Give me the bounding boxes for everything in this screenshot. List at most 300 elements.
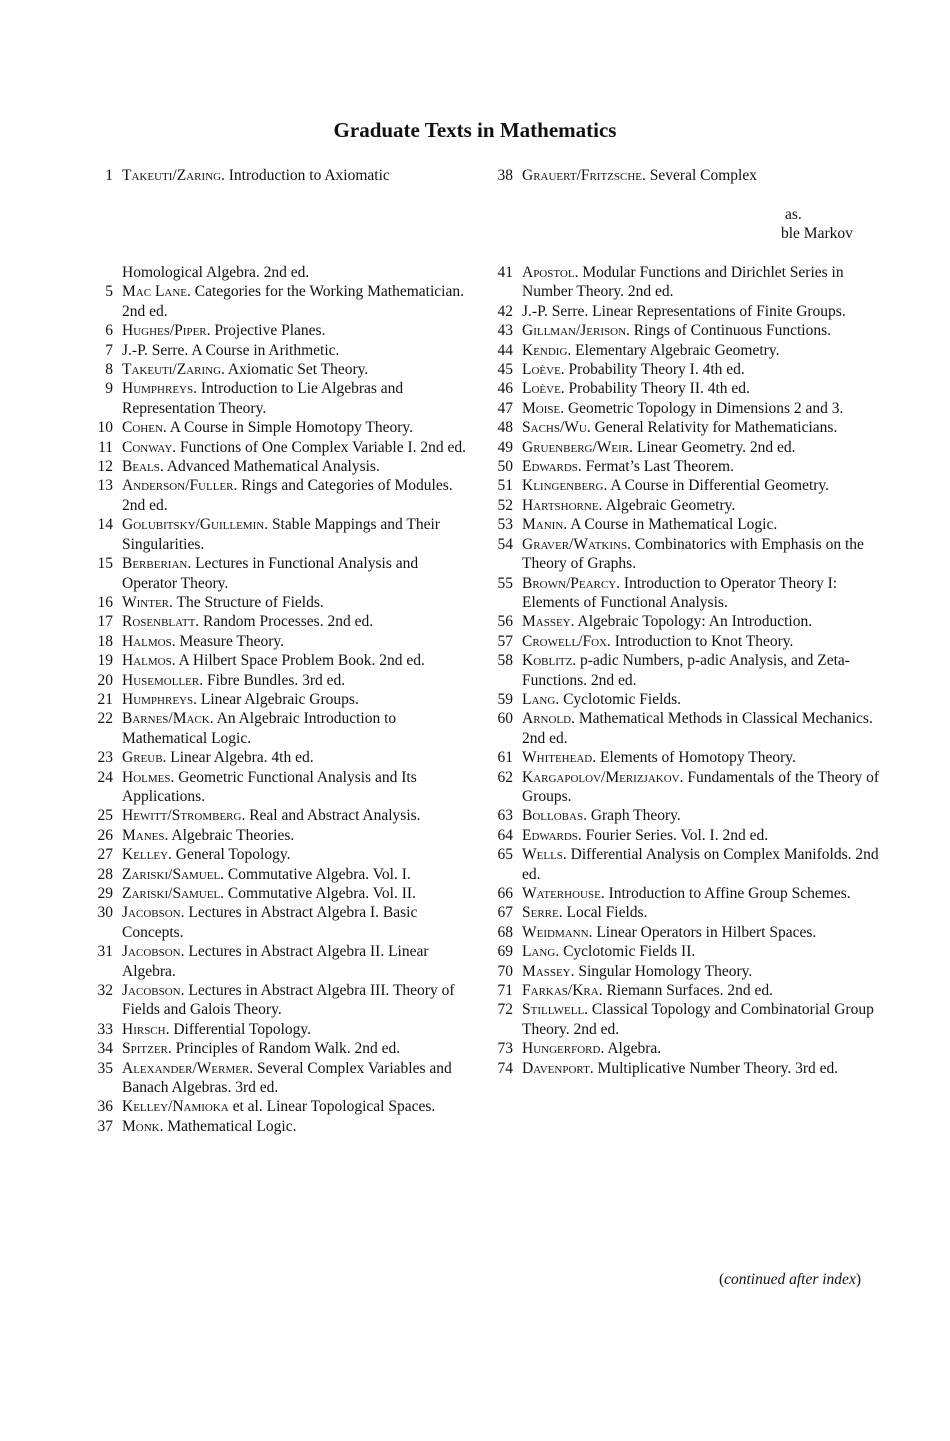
entry-separator: . (558, 904, 567, 922)
book-entry (90, 321, 475, 340)
entry-number: 18 (97, 632, 113, 650)
entry-number: 49 (497, 438, 513, 456)
entry-text (122, 457, 475, 476)
entry-number: 7 (105, 341, 113, 359)
book-entry (490, 806, 880, 825)
entry-number: 61 (497, 749, 513, 767)
entry-text (122, 341, 475, 360)
entry-number: 62 (497, 768, 513, 786)
entry-number: 10 (97, 419, 113, 437)
entry-title: Mathematical Logic. (167, 1117, 297, 1135)
entry-author: Jacobson (122, 943, 181, 961)
book-entry (490, 418, 880, 437)
book-entry (490, 632, 880, 651)
book-entry (90, 748, 475, 767)
left-column (90, 263, 475, 1136)
entry-number: 57 (497, 632, 513, 650)
entry-text (122, 554, 475, 593)
entry-number: 21 (97, 690, 113, 708)
entry-number: 33 (97, 1020, 113, 1038)
entry-title: J.-P. Serre. A Course in Arithmetic. (122, 341, 340, 359)
entry-number: 60 (497, 710, 513, 728)
entry-text (122, 826, 475, 845)
entry-title: Commutative Algebra. Vol. II. (227, 885, 416, 902)
entry-text (122, 690, 475, 709)
entry-number: 44 (497, 341, 513, 359)
book-entry (90, 865, 475, 884)
entry-title: Differential Analysis on Complex Manifolds. 2nd ed. (522, 846, 879, 883)
entry-text (522, 826, 880, 845)
entry-text (122, 438, 475, 457)
entry-title: Cyclotomic Fields II. (563, 943, 696, 961)
entry-title: Homological Algebra. 2nd ed. (122, 264, 310, 281)
entry-number: 72 (497, 1001, 513, 1019)
footer-paren-close: ) (855, 1271, 861, 1288)
entry-number: 69 (497, 943, 513, 961)
book-entry (90, 942, 475, 981)
entry-number: 70 (497, 962, 513, 980)
page-title: Graduate Texts in Mathematics (333, 118, 617, 142)
book-entry (90, 593, 475, 612)
entry-author: Hirsch (122, 1020, 166, 1038)
entry-separator: . (603, 477, 611, 495)
entry-separator: . (560, 399, 568, 417)
entry-number: 74 (497, 1059, 513, 1077)
entry-separator: . (606, 632, 615, 650)
entry-separator: . (584, 1001, 592, 1019)
entry-separator: . (169, 593, 177, 611)
entry-title: Measure Theory. (179, 632, 285, 650)
book-entry (490, 515, 880, 534)
entry-author: Manes (122, 826, 165, 844)
entry-author: Kendig (522, 341, 568, 359)
entry-number: 9 (105, 380, 113, 398)
entry-number: 37 (97, 1117, 113, 1135)
book-entry (490, 845, 880, 884)
entry-title: Differential Topology. (173, 1020, 312, 1038)
entry-separator: . (598, 496, 606, 514)
entry-text (522, 632, 880, 651)
book-entry (90, 690, 475, 709)
entry-separator: . (249, 1059, 258, 1077)
entry-text (122, 166, 475, 185)
entry-text (122, 1039, 475, 1058)
entry-separator: . (570, 613, 578, 631)
entry-title: Graph Theory. (590, 807, 681, 825)
entry-title: Categories for the Working Mathematician. 2nd ed. (122, 283, 464, 320)
entry-author: Massey (522, 613, 571, 631)
entry-title: General Topology. (175, 846, 291, 864)
entry-number: 53 (497, 516, 513, 534)
entry-author: Manin (522, 516, 564, 534)
entry-separator: . (598, 982, 607, 1000)
entry-title: A Course in Simple Homotopy Theory. (169, 419, 414, 437)
book-entry (90, 554, 475, 593)
entry-number: 52 (497, 496, 513, 514)
book-entry (490, 1059, 880, 1078)
entry-separator: . (586, 419, 595, 437)
entry-text (122, 806, 475, 825)
book-entry (490, 438, 880, 457)
entry-text (522, 845, 880, 884)
entry-author: Winter (122, 593, 170, 611)
entry-title: Elements of Homotopy Theory. (599, 749, 796, 767)
entry-author: Graver/Watkins (522, 535, 628, 553)
entry-text (522, 1000, 880, 1039)
entry-text (122, 981, 475, 1020)
entry-number: 26 (97, 826, 113, 844)
entry-separator: . (233, 477, 242, 495)
entry-number: 41 (497, 264, 513, 281)
entry-author: Serre (522, 904, 559, 922)
entry-separator: . (167, 1040, 176, 1058)
book-entry (90, 166, 475, 185)
entry-text (522, 651, 880, 690)
entry-text (122, 418, 475, 437)
entry-number: 46 (497, 380, 513, 398)
entry-separator: . (209, 710, 217, 728)
entry-author: Brown/Pearcy (522, 574, 617, 592)
entry-author: Koblitz (522, 652, 573, 670)
entry-text (122, 515, 475, 554)
entry-title: A Hilbert Space Problem Book. 2nd ed. (178, 652, 425, 670)
entry-title: Local Fields. (566, 904, 648, 922)
entry-text (522, 496, 880, 515)
entry-separator: . (555, 943, 564, 961)
entry-title: Projective Planes. (214, 322, 326, 340)
entry-author: Mac Lane (122, 283, 188, 301)
entry-author: Holmes (122, 768, 171, 786)
entry-text (522, 515, 880, 534)
entry-title: Classical Topology and Combinatorial Group Theory. 2nd ed. (522, 1001, 874, 1038)
entry-author: Halmos (122, 632, 172, 650)
book-entry (490, 903, 880, 922)
entry-title: An Algebraic Introduction to Mathematical Logic. (122, 710, 397, 747)
entry-number: 32 (97, 982, 113, 1000)
entry-text (122, 360, 475, 379)
entry-separator: . (220, 865, 228, 883)
entry-text (522, 476, 880, 495)
entry-separator: . (220, 885, 228, 902)
entry-separator: . (571, 710, 579, 728)
text-fragment: as. (785, 206, 802, 223)
entry-title: p-adic Numbers, p-adic Analysis, and Zeta-Functions. 2nd ed. (522, 652, 850, 689)
entry-number: 24 (97, 768, 113, 786)
entry-text (522, 709, 880, 748)
text-fragment: ble Markov (781, 225, 853, 242)
entry-separator: . (642, 167, 650, 184)
entry-number: 29 (97, 885, 113, 902)
entry-author: Gruenberg/Weir (522, 438, 630, 456)
entry-text (522, 360, 880, 379)
entry-text (122, 632, 475, 651)
entry-separator: . (629, 438, 637, 456)
entry-text (522, 923, 880, 942)
entry-separator: . (600, 1040, 608, 1058)
entry-title: Random Processes. 2nd ed. (203, 613, 374, 631)
book-entry (90, 806, 475, 825)
book-entry (90, 768, 475, 807)
entry-text (122, 671, 475, 690)
book-entry (490, 826, 880, 845)
entry-title: Lectures in Abstract Algebra III. Theory of Fields and Galois Theory. (122, 982, 455, 1019)
book-entry (90, 438, 475, 457)
entry-text (522, 379, 880, 398)
book-entry (490, 321, 880, 340)
entry-number: 38 (497, 167, 513, 184)
entry-author: Beals (122, 458, 160, 476)
entry-text (122, 884, 475, 903)
entry-title: J.-P. Serre. Linear Representations of Finite Groups. (522, 302, 846, 320)
entry-text (122, 1117, 475, 1136)
entry-number: 12 (97, 458, 113, 476)
entry-author: Gillman/Jerison (522, 322, 627, 340)
entry-author: Waterhouse (522, 885, 601, 902)
book-entry (490, 981, 880, 1000)
entry-number: 27 (97, 846, 113, 864)
entry-separator: . (221, 167, 229, 184)
entry-number: 42 (497, 302, 513, 320)
book-entry (490, 962, 880, 981)
entry-title: Introduction to Axiomatic (228, 167, 390, 184)
entry-text (522, 321, 880, 340)
entry-separator: . (627, 535, 635, 553)
entry-text (522, 457, 880, 476)
entry-separator: . (555, 690, 564, 708)
entry-author: Lang (522, 690, 556, 708)
book-entry (90, 418, 475, 437)
entry-separator: . (199, 671, 207, 689)
entry-separator: . (600, 885, 609, 902)
entry-number: 17 (97, 613, 113, 631)
entry-author: Husemoller (122, 671, 200, 689)
entry-text (122, 593, 475, 612)
entry-separator: . (193, 380, 201, 398)
book-entry (490, 535, 880, 574)
entry-number: 23 (97, 749, 113, 767)
entry-separator: . (171, 652, 179, 670)
book-entry (490, 360, 880, 379)
entry-text (522, 535, 880, 574)
entry-text (122, 263, 475, 282)
book-entry (490, 651, 880, 690)
entry-text (522, 399, 880, 418)
entry-author: Alexander/Wermer (122, 1059, 250, 1077)
entry-text (522, 574, 880, 613)
footer-text: continued after index (724, 1271, 856, 1288)
entry-author: Jacobson (122, 982, 181, 1000)
entry-title: Modular Functions and Dirichlet Series in Number Theory. 2nd ed. (522, 264, 844, 301)
book-entry (90, 379, 475, 418)
entry-author: Edwards (522, 458, 578, 476)
entry-separator: . (168, 846, 176, 864)
entry-number: 19 (97, 652, 113, 670)
entry-text (122, 865, 475, 884)
entry-separator: . (171, 632, 180, 650)
entry-number: 63 (497, 807, 513, 825)
entry-number: 28 (97, 865, 113, 883)
entry-text (522, 748, 880, 767)
book-entry (90, 1097, 475, 1116)
entry-separator: . (172, 438, 181, 456)
entry-author: Halmos (122, 652, 172, 670)
book-entry (90, 709, 475, 748)
entry-author: Spitzer (122, 1040, 168, 1058)
entry-title: Fourier Series. Vol. I. 2nd ed. (585, 826, 769, 844)
entry-separator: . (187, 283, 195, 301)
entry-text (522, 263, 880, 302)
entry-title: Axiomatic Set Theory. (227, 361, 369, 379)
book-entry (490, 612, 880, 631)
entry-author: Massey (522, 962, 571, 980)
entry-title: The Structure of Fields. (176, 593, 324, 611)
book-entry (490, 574, 880, 613)
entry-number: 13 (97, 477, 113, 495)
entry-title: Lectures in Abstract Algebra I. Basic Concepts. (122, 904, 418, 941)
entry-separator: . (567, 341, 576, 359)
entry-separator: . (589, 1059, 598, 1077)
entry-number: 66 (497, 885, 513, 902)
entry-title: Introduction to Operator Theory I: Elements of Functional Analysis. (522, 574, 838, 611)
entry-number: 31 (97, 943, 113, 961)
entry-author: Conway (122, 438, 173, 456)
entry-author: Moise (522, 399, 561, 417)
entry-author: Zariski/Samuel (122, 885, 221, 902)
entry-text (122, 1020, 475, 1039)
entry-text (522, 690, 880, 709)
entry-title: Algebraic Theories. (171, 826, 295, 844)
entry-separator: . (159, 458, 167, 476)
entry-author: Crowell/Fox (522, 632, 607, 650)
entry-separator: . (206, 322, 215, 340)
entry-separator: . (570, 962, 579, 980)
entry-author: Berberian (122, 555, 188, 573)
entry-separator: . (162, 419, 170, 437)
entry-number: 67 (497, 904, 513, 922)
entry-text (522, 166, 880, 185)
entry-title: A Course in Differential Geometry. (610, 477, 830, 495)
entry-text (522, 962, 880, 981)
entry-text (122, 379, 475, 418)
book-entry (490, 690, 880, 709)
book-entry (490, 923, 880, 942)
book-entry (490, 302, 880, 321)
book-entry (490, 709, 880, 748)
entry-separator: . (193, 690, 201, 708)
entry-author: Hartshorne (522, 496, 599, 514)
entry-title: Elementary Algebraic Geometry. (575, 341, 780, 359)
book-entry (490, 457, 880, 476)
entry-author: Klingenberg (522, 477, 604, 495)
entry-title: et al. Linear Topological Spaces. (232, 1098, 436, 1116)
entry-number: 36 (97, 1098, 113, 1116)
entry-number: 59 (497, 690, 513, 708)
entry-title: Riemann Surfaces. 2nd ed. (606, 982, 774, 1000)
entry-separator: . (560, 380, 569, 398)
entry-separator: . (159, 1117, 168, 1135)
book-entry (490, 1039, 880, 1058)
entry-text (522, 884, 880, 903)
entry-author: Stillwell (522, 1001, 585, 1019)
book-entry (90, 515, 475, 554)
entry-title: Algebra. (607, 1040, 662, 1058)
entry-title: Functions of One Complex Variable I. 2nd ed. (180, 438, 467, 456)
entry-text (122, 651, 475, 670)
entry-separator: . (180, 982, 189, 1000)
entry-title: Probability Theory I. 4th ed. (568, 361, 745, 379)
entry-number: 73 (497, 1040, 513, 1058)
entry-number: 56 (497, 613, 513, 631)
entry-title: Several Complex (649, 167, 757, 184)
entry-number: 25 (97, 807, 113, 825)
entry-text (522, 302, 880, 321)
entry-title: Algebraic Topology: An Introduction. (577, 613, 813, 631)
entry-author: Davenport (522, 1059, 590, 1077)
entry-separator: . (170, 768, 179, 786)
entry-text (122, 1097, 475, 1116)
entry-separator: . (679, 768, 688, 786)
entry-separator: . (572, 652, 581, 670)
entry-separator: . (626, 322, 634, 340)
entry-number: 71 (497, 982, 513, 1000)
entry-title: A Course in Mathematical Logic. (570, 516, 778, 534)
entry-number: 64 (497, 826, 513, 844)
entry-text (122, 1059, 475, 1098)
entry-number: 30 (97, 904, 113, 922)
entry-author: Hughes/Piper (122, 322, 207, 340)
book-entry (490, 768, 880, 807)
entry-author: Kelley (122, 846, 169, 864)
entry-author: Golubitsky/Guillemin (122, 516, 265, 534)
entry-author: Lang (522, 943, 556, 961)
entry-number: 48 (497, 419, 513, 437)
entry-title: Linear Operators in Hilbert Spaces. (596, 923, 817, 941)
entry-title: Combinatorics with Emphasis on the Theory of Graphs. (522, 535, 864, 573)
entry-separator: . (577, 458, 586, 476)
entry-author: Zariski/Samuel (122, 865, 221, 883)
entry-author: Kelley/Namioka (122, 1098, 229, 1116)
entry-title: Multiplicative Number Theory. 3rd ed. (597, 1059, 839, 1077)
entry-number: 51 (497, 477, 513, 495)
entry-separator: . (616, 574, 624, 592)
entry-author: Whitehead (522, 749, 593, 767)
entry-separator: . (264, 516, 272, 534)
entry-author: Wells (522, 846, 563, 864)
book-entry (90, 981, 475, 1020)
entry-separator: . (577, 826, 586, 844)
entry-title: Probability Theory II. 4th ed. (568, 380, 750, 398)
entry-title: Real and Abstract Analysis. (249, 807, 421, 825)
entry-title: Fundamentals of the Theory of Groups. (522, 768, 880, 805)
entry-separator: . (162, 749, 171, 767)
entry-text (122, 709, 475, 748)
entry-number: 11 (98, 438, 113, 456)
entry-text (522, 1039, 880, 1058)
entry-number: 54 (497, 535, 513, 553)
entry-separator: . (583, 807, 591, 825)
entry-number (90, 263, 122, 282)
book-entry (90, 1020, 475, 1039)
book-entry (90, 671, 475, 690)
entry-title: Stable Mappings and Their Singularities. (122, 516, 440, 553)
entry-title: Lectures in Functional Analysis and Operator Theory. (122, 555, 419, 592)
entry-text (522, 1059, 880, 1078)
entry-separator: . (592, 749, 600, 767)
entry-author: Anderson/Fuller (122, 477, 234, 495)
entry-text (522, 768, 880, 807)
entry-title: Rings and Categories of Modules. 2nd ed. (122, 477, 453, 514)
book-entry (490, 166, 880, 185)
